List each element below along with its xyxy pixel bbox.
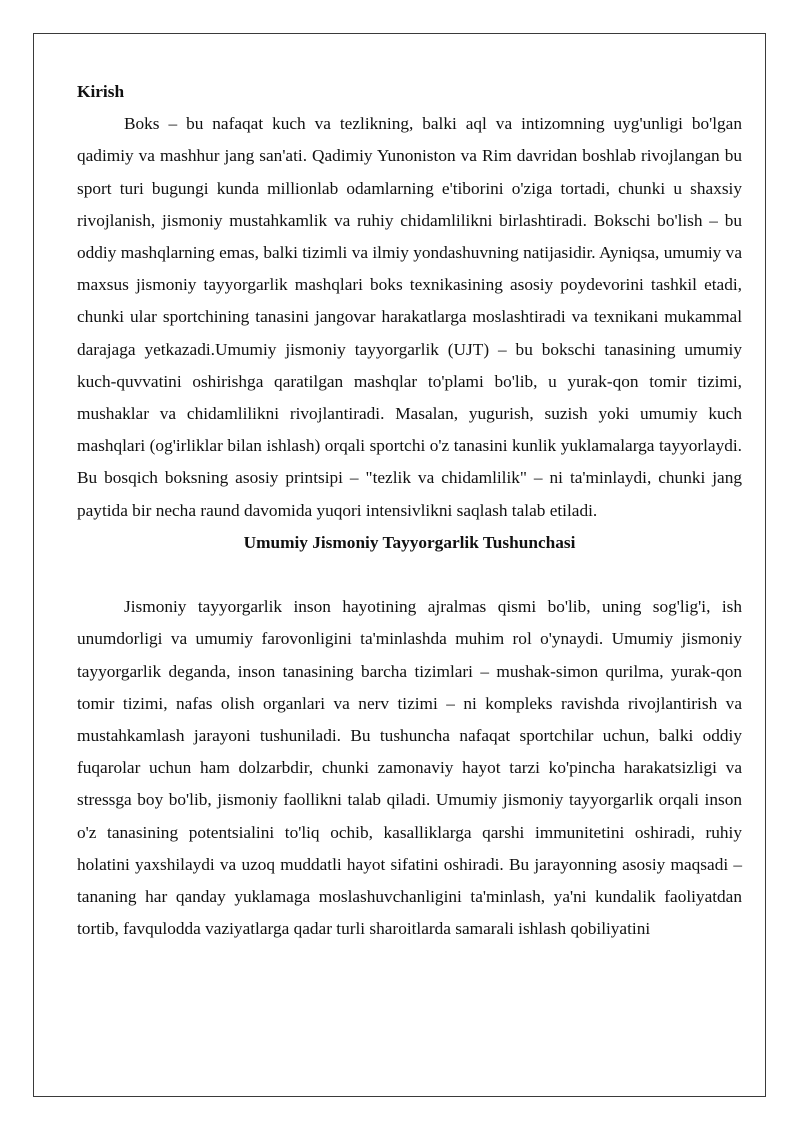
intro-heading: Kirish [77,82,125,101]
document-body [77,76,742,945]
section-heading: Umumiy Jismoniy Tayyorgarlik Tushunchasi [243,532,576,552]
intro-paragraph: Boks – bu nafaqat kuch va tezlikning, balki aql va intizomning uyg'unligi bo'lgan qadimiy va mashhur jang san'ati. Qadimiy Yunoniston va Rim davridan boshlab rivojlangan bu sport turi bugungi kunda millionlab odamlarning e'tiborini o'ziga tortadi, chunki u shaxsiy rivojlanish, jismoniy mustahkamlik va ruhiy chidamlilikni birlashtiradi. Bokschi bo'lish – bu oddiy mashqlarning emas, balki tizimli va ilmiy yondashuvning natijasidir. Ayniqsa, umumiy va maxsus jismoniy tayyorgarlik mashqlari boks texnikasining asosiy poydevorini tashkil etadi, chunki ular sportchining tanasini jangovar harakatlarga moslashtiradi va texnikani mukammal darajaga yetkazadi.Umumiy jismoniy tayyorgarlik (UJT) – bu bokschi tanasining umumiy kuch-quvvatini oshirishga qaratilgan mashqlar to'plami bo'lib, u yurak-qon tomir tizimi, mushaklar va chidamlilikni rivojlantiradi. Masalan, yugurish, suzish yoki umumiy kuch mashqlari (og'irliklar bilan ishlash) orqali sportchi o'z tanasini kunlik yuklamalarga tayyorlaydi. Bu bosqich boksning asosiy printsipi – "tezlik va chidamlilik" – ni ta'minlaydi, chunki jang paytida bir necha raund davomida yuqori intensivlikni saqlash talab etiladi. [77,114,742,520]
section-spacer [77,559,742,591]
section-paragraph: Jismoniy tayyorgarlik inson hayotining ajralmas qismi bo'lib, uning sog'lig'i, ish unumdorligi va umumiy farovonligini ta'minlashda muhim rol o'ynaydi. Umumiy jismoniy tayyorgarlik deganda, inson tanasining barcha tizimlari – mushak-simon qurilma, yurak-qon tomir tizimi, nafas olish organlari va nerv tizimi – ni kompleks ravishda rivojlantirish va mustahkamlash jarayoni tushuniladi. Bu tushuncha nafaqat sportchilar uchun, balki oddiy fuqarolar uchun ham dolzarbdir, chunki zamonaviy hayot tarzi ko'pincha harakatsizligi va stressga boy bo'lib, jismoniy faollikni talab qiladi. Umumiy jismoniy tayyorgarlik orqali inson o'z tanasining potentsialini to'liq ochib, kasalliklarga qarshi immunitetini oshiradi, ruhiy holatini yaxshilaydi va uzoq muddatli hayot sifatini oshiradi. Bu jarayonning asosiy maqsadi – tananing har qanday yuklamaga moslashuvchanligini ta'minlash, ya'ni kundalik faoliyatdan tortib, favqulodda vaziyatlarga qadar turli sharoitlarda samarali ishlash qobiliyatini [77,597,742,939]
